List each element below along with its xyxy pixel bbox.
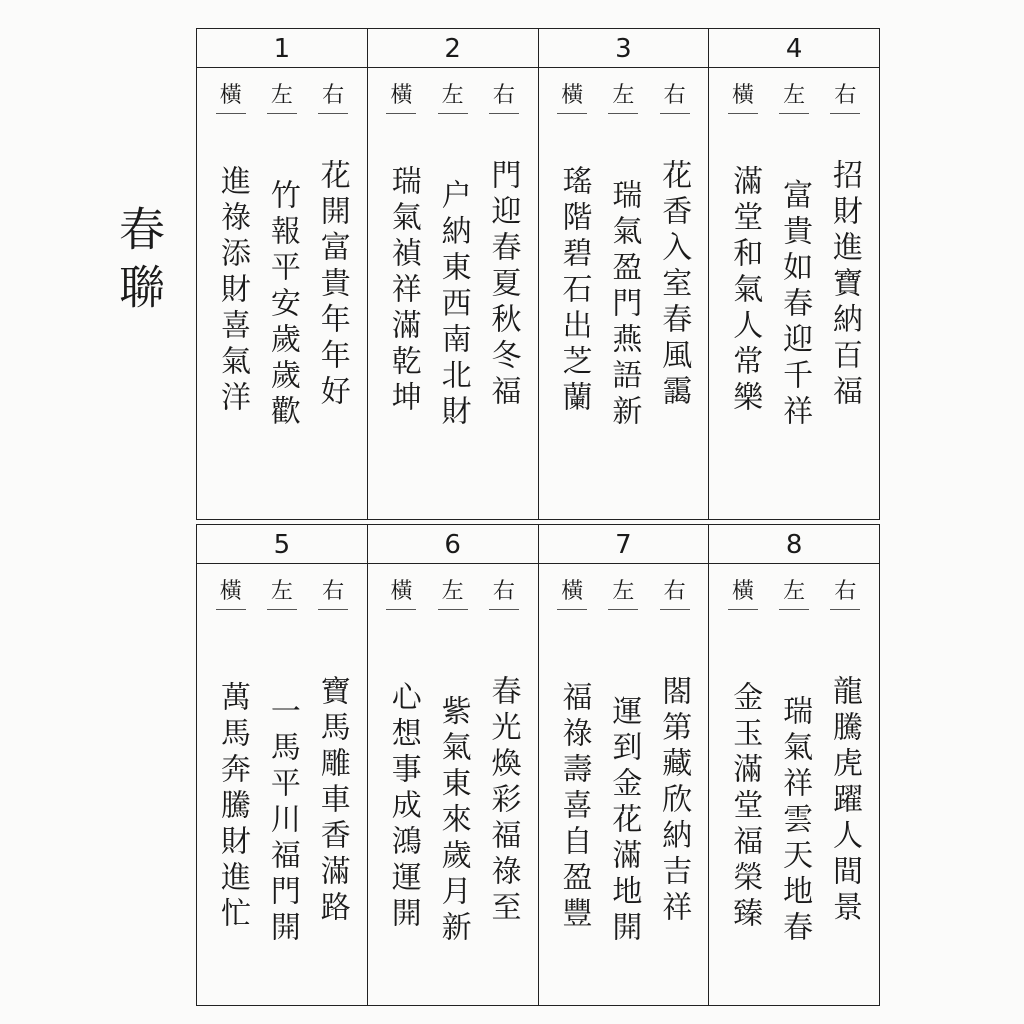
panel-labels — [709, 68, 879, 114]
panel-number: 1 — [197, 29, 367, 68]
panel-row-bottom — [196, 524, 880, 1006]
panel-labels — [368, 68, 538, 114]
couplet-columns — [539, 159, 709, 431]
right-couplet: 龍騰虎躍人間景 — [827, 675, 863, 927]
horizontal-couplet: 福祿壽喜自盈豐 — [556, 681, 592, 933]
label-right: 右 — [489, 574, 519, 610]
label-horizontal: 橫 — [557, 574, 587, 610]
couplet-sheet — [196, 28, 880, 1008]
label-left: 左 — [267, 78, 297, 114]
couplet-columns — [539, 675, 709, 947]
panel-number: 7 — [539, 525, 709, 564]
couplet-columns — [197, 159, 367, 431]
panel-6 — [368, 525, 539, 1005]
left-couplet: 富貴如春迎千祥 — [777, 179, 813, 431]
horizontal-couplet: 瑤階碧石出芝蘭 — [556, 165, 592, 417]
right-couplet: 招財進寶納百福 — [827, 159, 863, 411]
label-right: 右 — [830, 574, 860, 610]
label-left: 左 — [438, 574, 468, 610]
right-couplet: 春光煥彩福祿至 — [485, 675, 521, 927]
left-couplet: 一馬平川福門開 — [264, 695, 300, 947]
panel-labels — [539, 68, 709, 114]
label-horizontal: 橫 — [216, 78, 246, 114]
left-couplet: 竹報平安歲歲歡 — [264, 179, 300, 431]
label-right: 右 — [489, 78, 519, 114]
right-couplet: 花開富貴年年好 — [314, 159, 350, 411]
right-couplet: 門迎春夏秋冬福 — [485, 159, 521, 411]
panel-number: 2 — [368, 29, 538, 68]
panel-labels — [197, 564, 367, 610]
label-right: 右 — [660, 574, 690, 610]
panel-7 — [539, 525, 710, 1005]
left-couplet: 紫氣東來歲月新 — [435, 695, 471, 947]
panel-number: 3 — [539, 29, 709, 68]
label-right: 右 — [660, 78, 690, 114]
right-couplet: 閤第藏欣納吉祥 — [656, 675, 692, 927]
panel-labels — [709, 564, 879, 610]
couplet-columns — [368, 159, 538, 431]
couplet-columns — [709, 675, 879, 947]
left-couplet: 運到金花滿地開 — [606, 695, 642, 947]
horizontal-couplet: 進祿添財喜氣洋 — [214, 165, 250, 417]
label-horizontal: 橫 — [728, 574, 758, 610]
panel-row-top — [196, 28, 880, 520]
couplet-columns — [368, 675, 538, 947]
panel-number: 6 — [368, 525, 538, 564]
horizontal-couplet: 萬馬奔騰財進忙 — [214, 681, 250, 933]
couplet-columns — [197, 675, 367, 947]
label-right: 右 — [318, 574, 348, 610]
left-couplet: 户納東西南北財 — [435, 179, 471, 431]
label-left: 左 — [608, 574, 638, 610]
label-horizontal: 橫 — [557, 78, 587, 114]
label-left: 左 — [779, 574, 809, 610]
panel-5 — [197, 525, 368, 1005]
horizontal-couplet: 滿堂和氣人常樂 — [727, 165, 763, 417]
panel-number: 8 — [709, 525, 879, 564]
panel-number: 4 — [709, 29, 879, 68]
horizontal-couplet: 心想事成鴻運開 — [385, 681, 421, 933]
panel-2 — [368, 29, 539, 519]
label-left: 左 — [267, 574, 297, 610]
side-title: 春聯 — [112, 205, 166, 321]
label-left: 左 — [779, 78, 809, 114]
label-horizontal: 橫 — [216, 574, 246, 610]
panel-4 — [709, 29, 879, 519]
label-horizontal: 橫 — [386, 78, 416, 114]
label-left: 左 — [438, 78, 468, 114]
right-couplet: 寶馬雕車香滿路 — [314, 675, 350, 927]
label-right: 右 — [318, 78, 348, 114]
label-left: 左 — [608, 78, 638, 114]
right-couplet: 花香入室春風靄 — [656, 159, 692, 411]
panel-8 — [709, 525, 879, 1005]
horizontal-couplet: 金玉滿堂福榮臻 — [727, 681, 763, 933]
panel-1 — [197, 29, 368, 519]
panel-labels — [368, 564, 538, 610]
label-horizontal: 橫 — [386, 574, 416, 610]
panel-number: 5 — [197, 525, 367, 564]
panel-3 — [539, 29, 710, 519]
couplet-columns — [709, 159, 879, 431]
label-horizontal: 橫 — [728, 78, 758, 114]
label-right: 右 — [830, 78, 860, 114]
left-couplet: 瑞氣盈門燕語新 — [606, 179, 642, 431]
panel-labels — [539, 564, 709, 610]
horizontal-couplet: 瑞氣禎祥滿乾坤 — [385, 165, 421, 417]
panel-labels — [197, 68, 367, 114]
left-couplet: 瑞氣祥雲天地春 — [777, 695, 813, 947]
